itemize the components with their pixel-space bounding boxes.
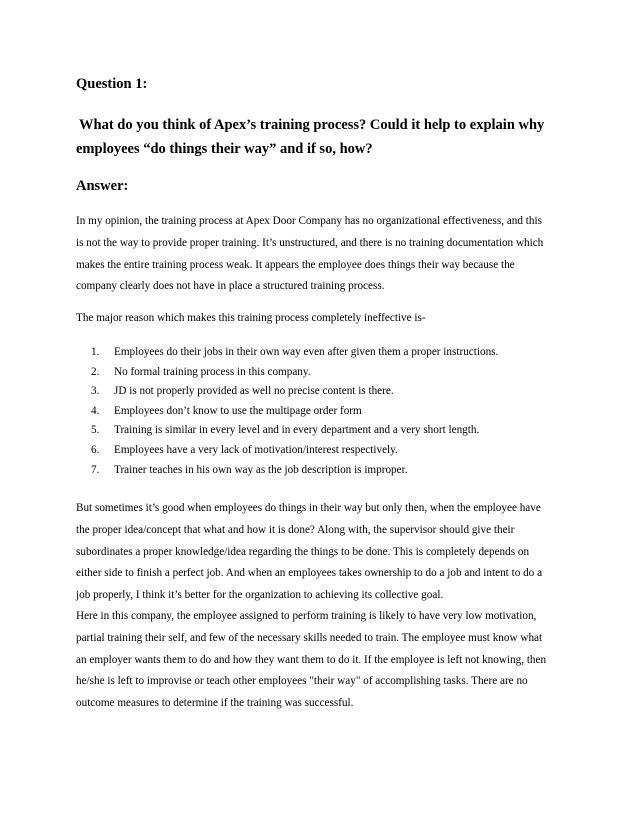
paragraph-line: But sometimes it’s good when employees do things in their way but only then, when the employee have: [76, 502, 541, 514]
list-item-text: JD is not properly provided as well no precise content is there.: [114, 385, 394, 398]
paragraph-line: In my opinion, the training process at Apex Door Company has no organizational effectiveness, and this: [76, 215, 542, 227]
list-item: [76, 402, 560, 422]
list-item-text: No formal training process in this company.: [114, 365, 311, 378]
paragraph-line: an employer wants them to do and how they want them to do it. If the employee is left not knowing, then: [76, 653, 547, 666]
list-item: [76, 421, 560, 441]
list-item: [76, 441, 560, 461]
list-number: 5.: [91, 424, 100, 437]
list-item: [76, 363, 560, 383]
paragraph-line: outcome measures to determine if the training was successful.: [76, 697, 354, 710]
list-number: 4.: [91, 404, 100, 417]
paragraph-line: is not the way to provide proper training. It’s unstructured, and there is no training documentation which: [76, 236, 544, 249]
list-item-text: Training is similar in every level and in every department and a very short length.: [114, 424, 480, 437]
question-title: Question 1:: [76, 76, 148, 92]
list-item: [76, 461, 560, 481]
paragraph-line: the proper idea/concept that what and how it is done? Along with, the supervisor should give their: [76, 523, 515, 536]
paragraph-line: partial training their self, and few of the necessary skills needed to train. The employee must know what: [76, 631, 543, 644]
paragraph-line: company clearly does not have in place a structured training process.: [76, 280, 385, 293]
list-item: [76, 382, 560, 402]
paragraph-line: subordinates a proper knowledge/idea regarding the things to be done. This is completely depends on: [76, 545, 530, 558]
answer-paragraph-4: [76, 606, 560, 715]
paragraph-line: makes the entire training process weak. It appears the employee does things their way because the: [76, 258, 515, 271]
question-text: [76, 113, 560, 161]
answer-paragraph-3: [76, 498, 560, 607]
answer-paragraph-2: [76, 308, 560, 330]
paragraph-line: either side to finish a perfect job. And when an employees takes ownership to do a job and intent to do a: [76, 567, 543, 580]
answer-title: Answer:: [76, 178, 129, 194]
list-number: 7.: [91, 463, 100, 476]
list-item-text: Employees don’t know to use the multipage order form: [114, 404, 362, 417]
list-item-text: Employees have a very lack of motivation/interest respectively.: [114, 443, 398, 456]
list-number: 6.: [91, 443, 100, 456]
paragraph-line: Here in this company, the employee assigned to perform training is likely to have very low motivation,: [76, 610, 537, 622]
paragraph-line: he/she is left to improvise or teach other employees "their way" of accomplishing tasks. There are no: [76, 675, 528, 688]
list-number: 2.: [91, 365, 100, 378]
list-number: 1.: [91, 346, 100, 358]
question-text-line: employees “do things their way” and if so, how?: [76, 141, 373, 157]
paragraph-line: The major reason which makes this training process completely ineffective is-: [76, 312, 426, 324]
list-number: 3.: [91, 385, 100, 398]
reasons-list: [76, 343, 560, 480]
paragraph-line: job properly, I think it’s better for the organization to achieving its collective goal.: [76, 589, 444, 602]
question-text-line: What do you think of Apex’s training process? Could it help to explain why: [79, 117, 545, 133]
list-item-text: Employees do their jobs in their own way even after given them a proper instructions.: [114, 346, 499, 358]
answer-paragraph-1: [76, 211, 560, 298]
list-item: [76, 343, 560, 363]
list-item-text: Trainer teaches in his own way as the job description is improper.: [114, 463, 408, 476]
